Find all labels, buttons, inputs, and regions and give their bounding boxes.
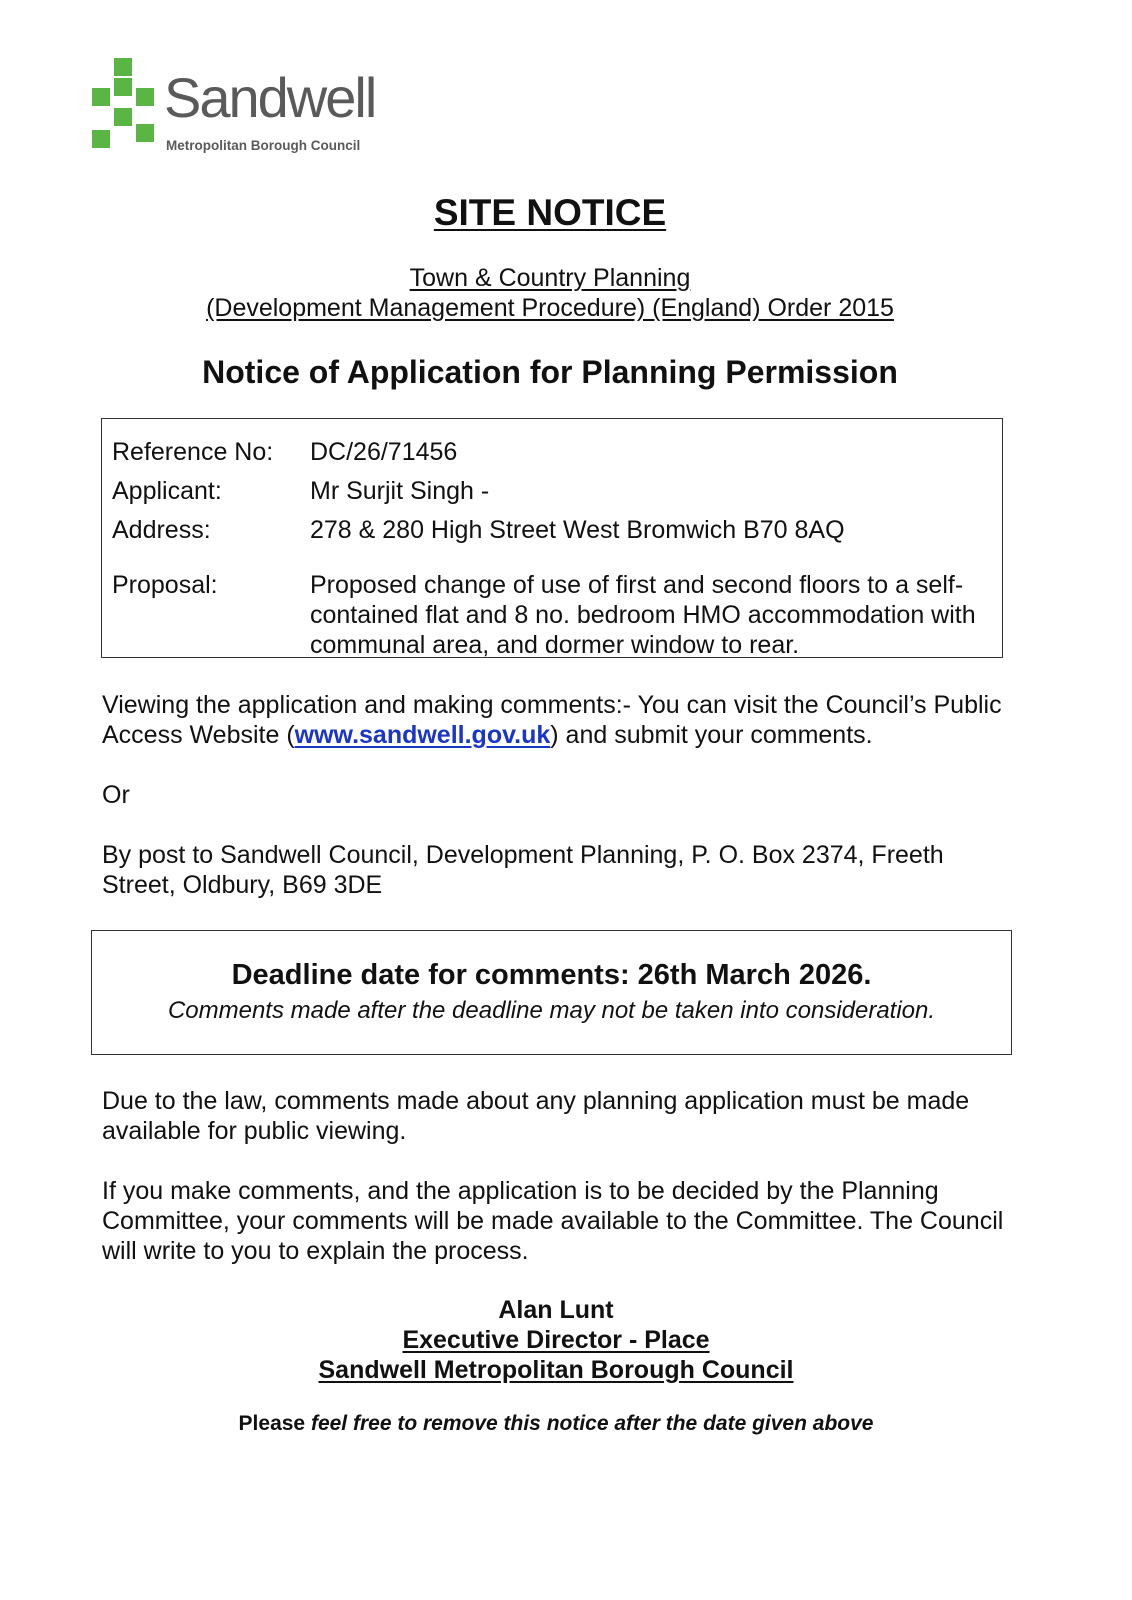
- viewing-intro: Viewing the application and making comments:- You can visit the Council’s Public Access Website (: [102, 691, 1002, 749]
- act-line-1: Town & Country Planning: [409, 264, 691, 292]
- signatory-name: Alan Lunt: [498, 1296, 614, 1324]
- logo-subtitle: Metropolitan Borough Council: [166, 138, 361, 153]
- act-line-2: (Development Management Procedure) (England) Order 2015: [206, 294, 894, 322]
- committee-paragraph: If you make comments, and the application is to be decided by the Planning Committee, your comments will be made available to the Committee. The Council will write to you to explain the process.: [102, 1177, 1004, 1265]
- logo-wordmark: Sandwell: [164, 66, 376, 129]
- applicant-value: Mr Surjit Singh -: [310, 477, 490, 505]
- viewing-paragraph: [102, 690, 1022, 750]
- logo-squares-icon: [92, 58, 156, 154]
- address-label: Address:: [112, 516, 211, 544]
- proposal-value: Proposed change of use of first and second floors to a self-contained flat and 8 no. bedroom HMO accommodation with communal area, and dormer window to rear.: [310, 571, 976, 659]
- footer-note-italic: feel free to remove this notice after the date given above: [310, 1412, 874, 1435]
- footer-note-plain: Please: [238, 1412, 311, 1435]
- page-title: SITE NOTICE: [433, 192, 667, 233]
- signatory-role: Executive Director - Place: [402, 1326, 710, 1354]
- deadline-box: [91, 930, 1012, 1055]
- deadline-title: Deadline date for comments: 26th March 2026.: [231, 959, 872, 991]
- applicant-label: Applicant:: [112, 477, 222, 505]
- reference-value: DC/26/71456: [310, 438, 458, 466]
- viewing-outro: ) and submit your comments.: [550, 721, 873, 749]
- proposal-label: Proposal:: [112, 571, 218, 599]
- or-paragraph: Or: [102, 781, 130, 809]
- reference-label: Reference No:: [112, 438, 274, 466]
- council-logo: [92, 58, 422, 158]
- address-value: 278 & 280 High Street West Bromwich B70 8AQ: [310, 516, 845, 544]
- signatory-organisation: Sandwell Metropolitan Borough Council: [318, 1356, 794, 1384]
- law-paragraph: Due to the law, comments made about any planning application must be made available for public viewing.: [102, 1087, 970, 1145]
- website-link[interactable]: www.sandwell.gov.uk: [294, 721, 551, 749]
- application-details-box: [101, 418, 1003, 658]
- footer-note: [0, 1412, 1112, 1436]
- post-paragraph: By post to Sandwell Council, Development Planning, P. O. Box 2374, Freeth Street, Oldbury, B69 3DE: [102, 841, 944, 899]
- notice-heading: Notice of Application for Planning Permission: [202, 354, 898, 390]
- deadline-note: Comments made after the deadline may not be taken into consideration.: [167, 997, 936, 1024]
